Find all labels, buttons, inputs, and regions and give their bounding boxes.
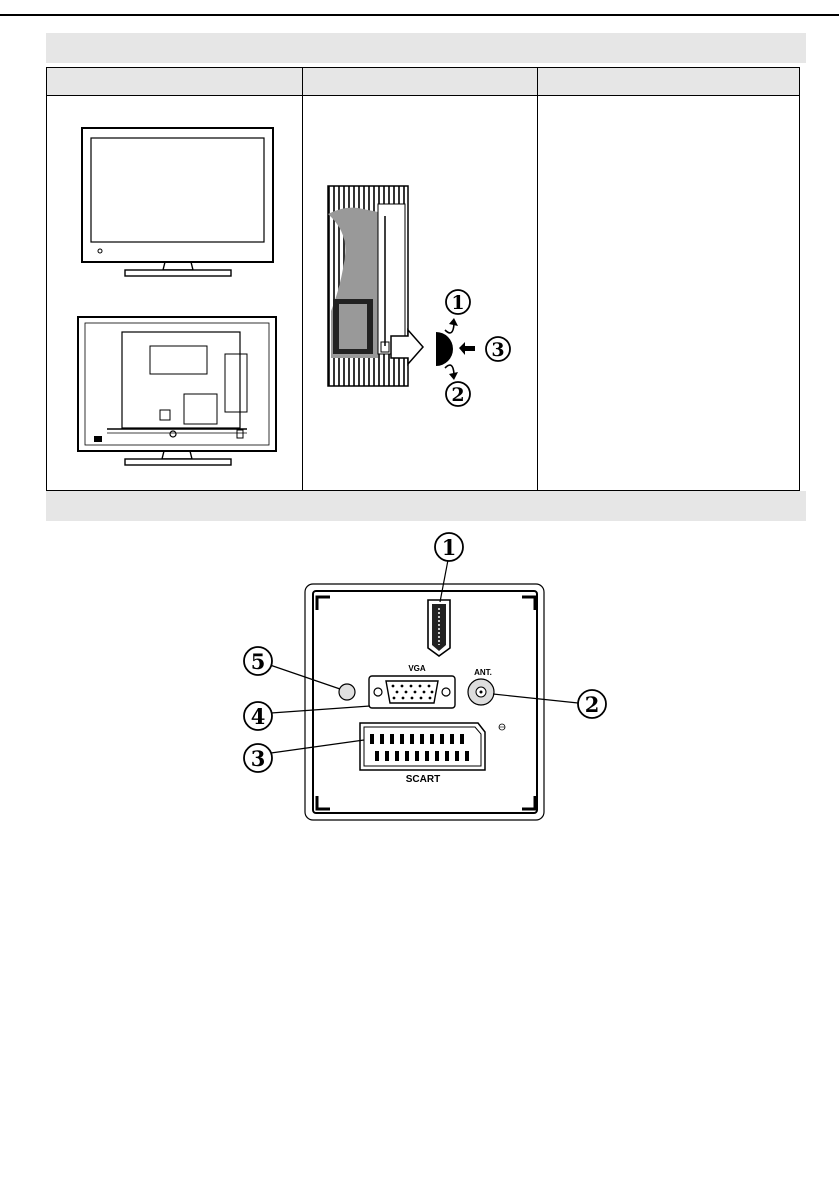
control-switch-diagram [303, 96, 537, 492]
callout-4: 4 [250, 704, 266, 729]
table-header-cell [303, 68, 537, 95]
controls-notes-cell [538, 96, 801, 492]
callout-1: 1 [451, 292, 465, 314]
control-switch-cell [303, 96, 537, 492]
table-header-cell [538, 68, 801, 95]
hdmi-port [428, 600, 450, 656]
table-header-row [47, 68, 799, 96]
callout-1: 1 [441, 535, 457, 560]
top-rule [0, 14, 839, 16]
vga-label: VGA [408, 664, 426, 673]
antenna-label: ANT. [474, 668, 492, 677]
callout-2: 2 [451, 384, 465, 406]
tv-overview-table [46, 67, 800, 491]
connection-panel-diagram [0, 522, 839, 832]
section-bar-features [46, 33, 806, 63]
scart-port [360, 723, 485, 770]
table-header-cell [47, 68, 302, 95]
section-bar-connections [46, 491, 806, 521]
antenna-port [468, 679, 494, 705]
callout-3: 3 [491, 339, 505, 361]
tv-views-cell [47, 96, 302, 492]
round-jack [339, 684, 355, 700]
callout-2: 2 [584, 692, 600, 717]
callout-5: 5 [250, 649, 266, 674]
callout-3: 3 [250, 746, 266, 771]
scart-label: SCART [405, 774, 441, 785]
vga-port [369, 676, 455, 708]
tv-back-illustration [47, 284, 302, 469]
